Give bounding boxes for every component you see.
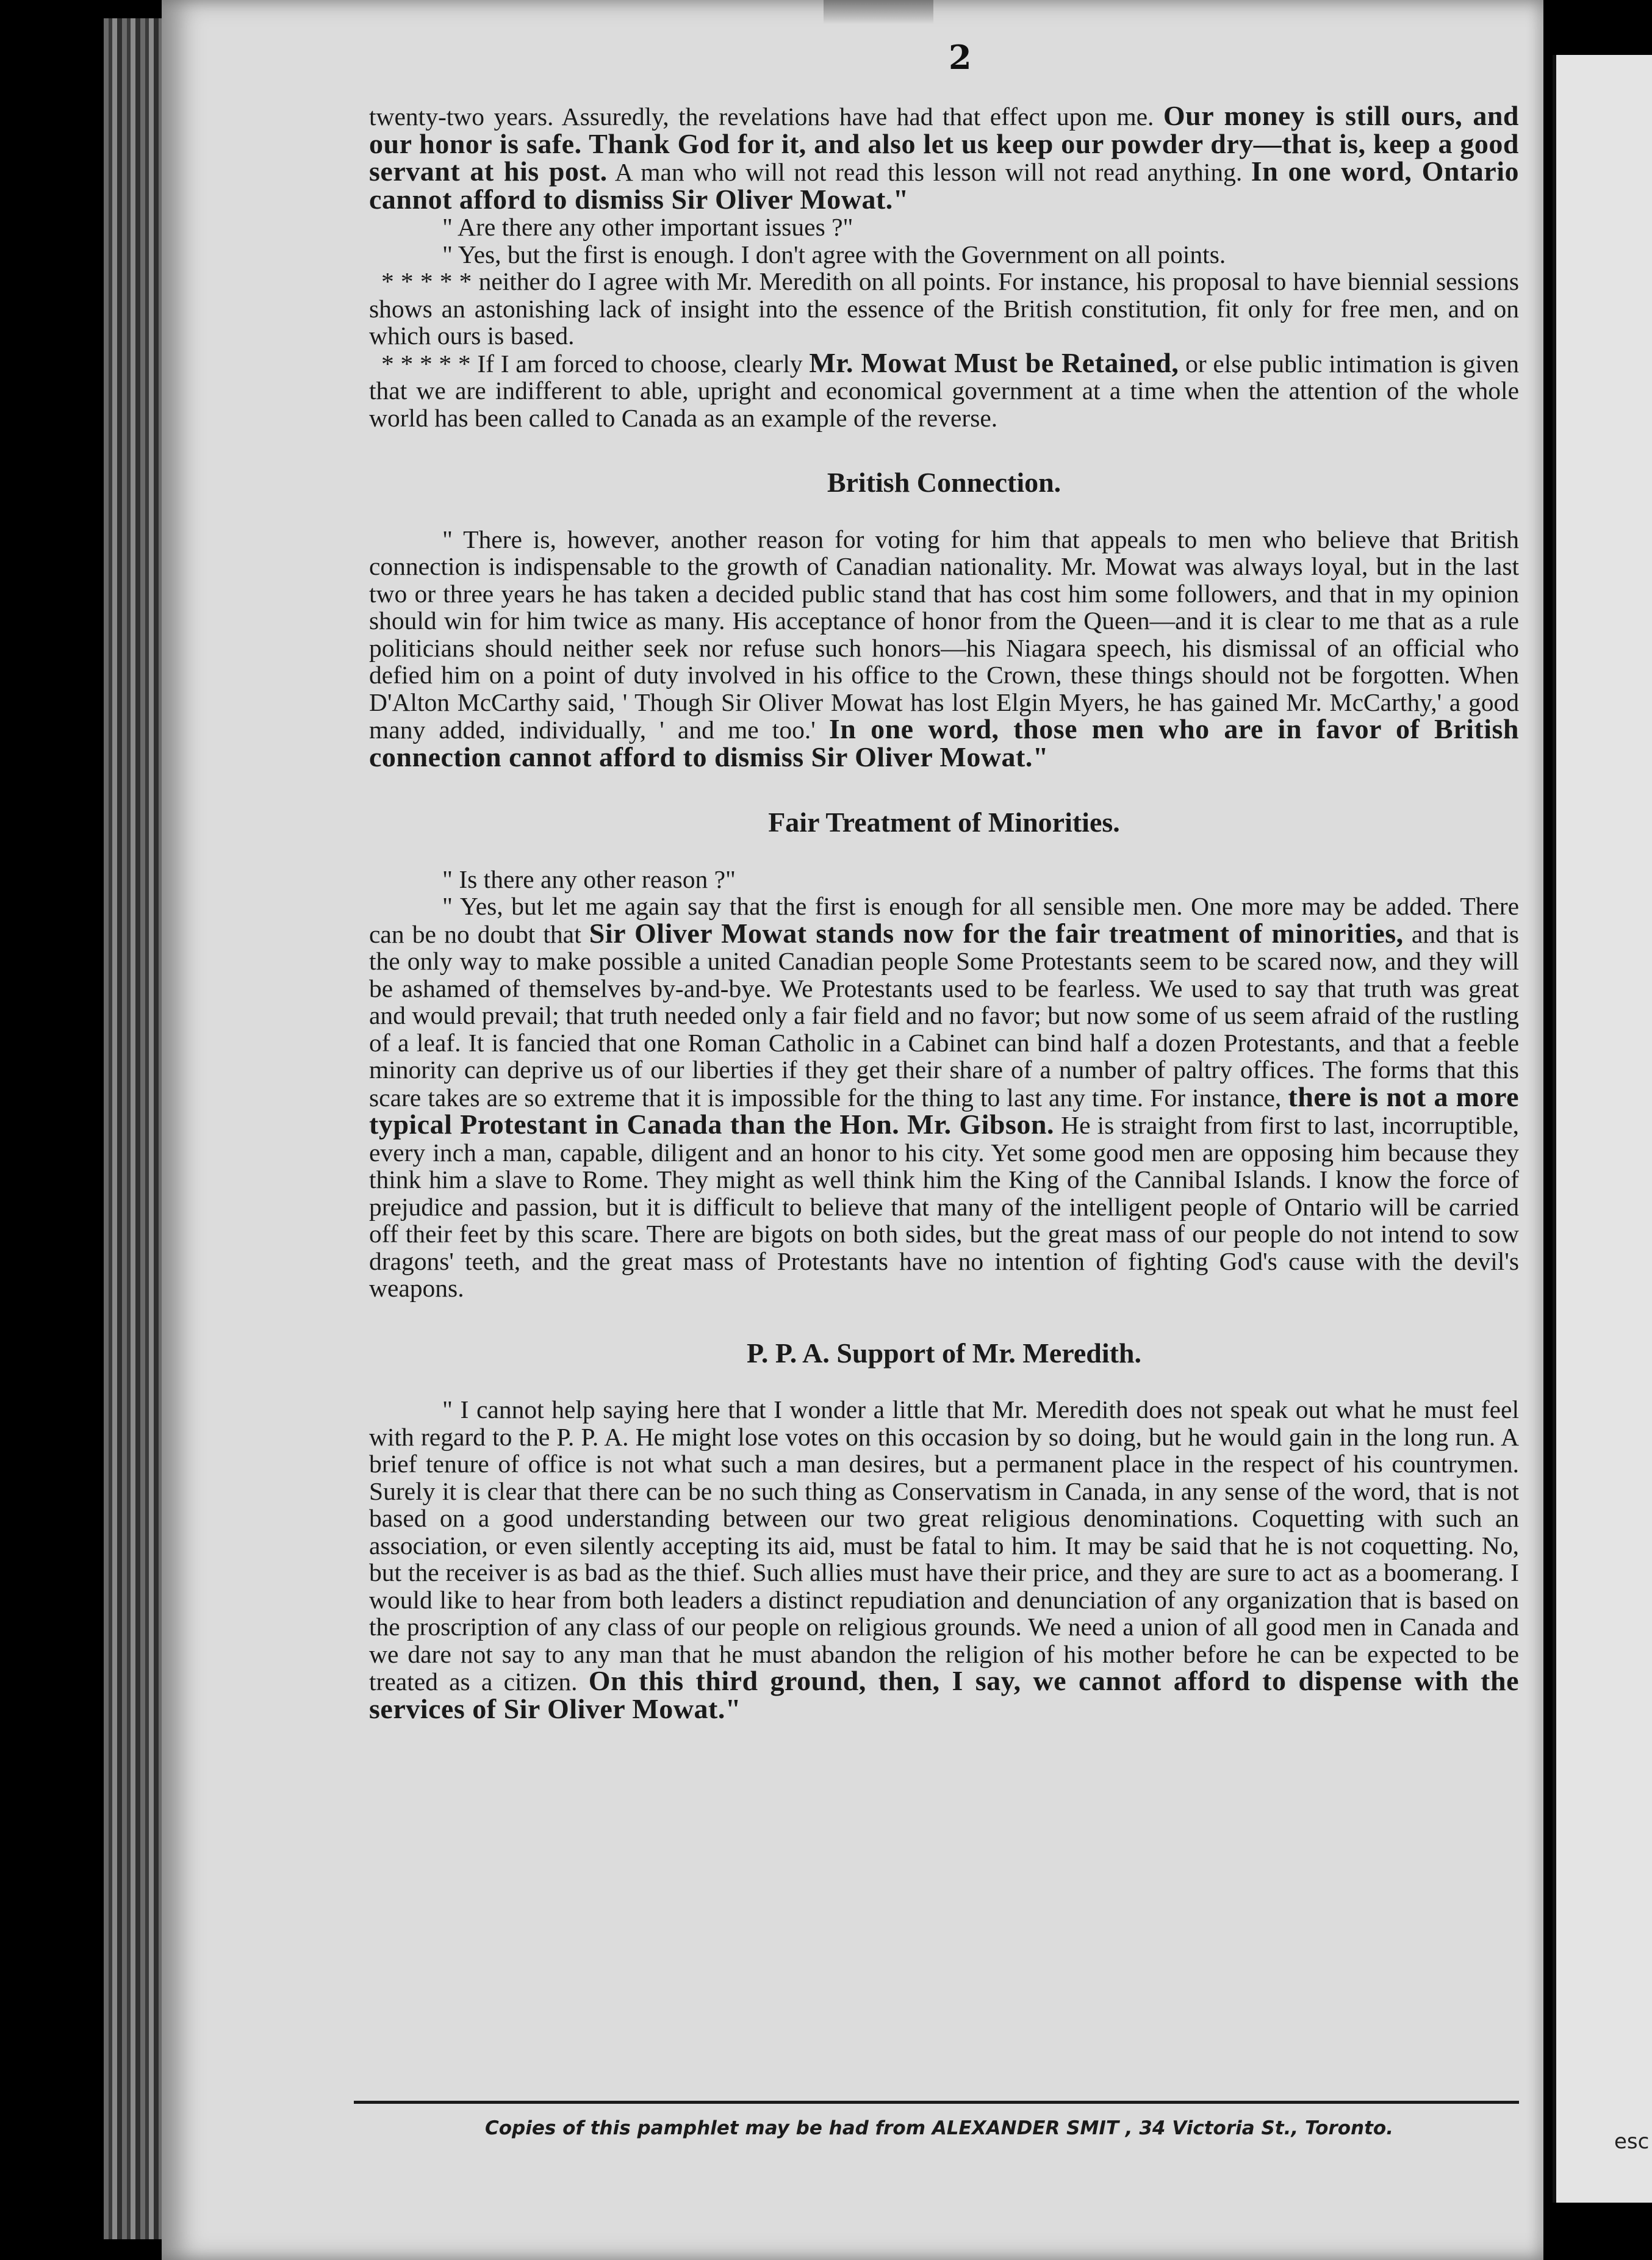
section-heading-british-connection: British Connection.: [827, 467, 1061, 498]
intro-paragraph-5: * * * * * If I am forced to choose, clearly Mr. Mowat Must be Retained, or else public intimation is given that we are indifferent to able, upright and economical government at a time when the attention of the whole world has been called to Canada as an example of the reverse.: [369, 347, 1519, 432]
page-body: [369, 100, 1519, 1724]
next-page-edge-text: esc: [1614, 2129, 1650, 2154]
emphasis-text: there is not a more typical Protestant in Canada than the Hon. Mr. Gibson.: [369, 1081, 1519, 1140]
section1-paragraph: " There is, however, another reason for voting for him that appeals to men who believe that British connection is indispensable to the growth of Canadian nationality. Mr. Mowat was always loyal, but in the last two or three years he has taken a decided public stand that has cost him some followers, and that in my opinion should win for him twice as many. His acceptance of honor from the Queen—and it is clear to me that as a rule politicians should neither seek nor refuse such honors—his Niagara speech, his dismissal of an official who defied him on a point of duty involved in his office to the Crown, these things should not be forgotten. When D'Alton McCarthy said, ' Though Sir Oliver Mowat has lost Elgin Myers, he has gained Mr. McCarthy,' a good many added, individually, ' and me too.' In one word, those men who are in favor of British connection cannot afford to dismiss Sir Oliver Mowat.": [369, 525, 1519, 772]
section3-paragraph: " I cannot help saying here that I wonder a little that Mr. Meredith does not speak out what he must feel with regard to the P. P. A. He might lose votes on this occasion by so doing, but he would gain in the long run. A brief tenure of office is not what such a man desires, but a permanent place in the respect of his countrymen. Surely it is clear that there can be no such thing as Conservatism in Canada, in any sense of the word, that is not based on a good understanding between our two great religious denominations. Coquetting with such an association, or even silently accepting its aid, must be fatal to him. It may be said that he is not coquetting. No, but the receiver is as bad as the thief. Such allies must have their price, and they are sure to act as a boomerang. I would like to hear from both leaders a distinct repudiation and denunciation of any organization that is based on the proscription of any class of our people on religious grounds. We need a union of all good men in Canada and we dare not say to any man that he must abandon the religion of his mother before he can be expected to be treated as a citizen. On this third ground, then, I say, we cannot afford to dispense with the services of Sir Oliver Mowat.": [369, 1395, 1519, 1724]
emphasis-text: Our money is still ours, and our honor is safe. Thank God for it, and also let us keep our powder dry—that is, keep a good servant at his post.: [369, 100, 1519, 187]
section-heading-minorities: Fair Treatment of Minorities.: [768, 807, 1120, 838]
footer-note: Copies of this pamphlet may be had from ALEXANDER SMIT , 34 Victoria St., Toronto.: [485, 2117, 1393, 2139]
emphasis-text: In one word, those men who are in favor of British connection cannot afford to dismiss Sir Oliver Mowat.": [369, 713, 1519, 772]
emphasis-text: Mr. Mowat Must be Retained,: [809, 347, 1179, 378]
page-tear: [824, 0, 933, 24]
next-page-edge: [1553, 55, 1652, 2203]
page-number: 2: [949, 38, 972, 77]
section-heading-ppa: P. P. A. Support of Mr. Meredith.: [746, 1337, 1142, 1369]
emphasis-text: Sir Oliver Mowat stands now for the fair treatment of minorities,: [589, 917, 1404, 949]
intro-paragraph-4: * * * * * neither do I agree with Mr. Meredith on all points. For instance, his proposal to have biennial sessions shows an astonishing lack of insight into the essence of the British constitution, fit only for free men, and on which ours is based.: [369, 267, 1519, 350]
section2-paragraph-2: " Yes, but let me again say that the first is enough for all sensible men. One more may be added. There can be no doubt that Sir Oliver Mowat stands now for the fair treatment of minorities, and that is the only way to make possible a united Canadian people Some Protestants seem to be scared now, and they will be ashamed of themselves by-and-bye. We Protestants used to be fearless. We used to say that truth was great and would prevail; that truth needed only a fair field and no favor; but now some of us seem afraid of the rustling of a leaf. It is fancied that one Roman Catholic in a Cabinet can bind half a dozen Protestants, and that a feeble minority can deprive us of our liberties if they get their share of a number of paltry offices. The forms that this scare takes are so extreme that it is impossible for the thing to last any time. For instance, there is not a more typical Protestant in Canada than the Hon. Mr. Gibson. He is straight from first to last, incorruptible, every inch a man, capable, diligent and an honor to his city. Yet some good men are opposing him because they think him a slave to Rome. They might as well think him the King of the Cannibal Islands. I know the force of prejudice and passion, but it is difficult to believe that many of the intelligent people of Ontario will be carried off their feet by this scare. There are bigots on both sides, but the great mass of our people do not intend to sow dragons' teeth, and the great mass of Protestants have no intention of fighting God's cause with the devil's weapons.: [369, 892, 1519, 1302]
intro-paragraph-2: " Are there any other important issues ?": [442, 213, 853, 241]
footer-divider: [354, 2101, 1519, 2104]
emphasis-text: On this third ground, then, I say, we cannot afford to dispense with the services of Sir Oliver Mowat.": [369, 1665, 1519, 1724]
emphasis-text: In one word, Ontario cannot afford to dismiss Sir Oliver Mowat.": [369, 156, 1519, 215]
intro-paragraph-3: " Yes, but the first is enough. I don't agree with the Government on all points.: [442, 240, 1226, 268]
section2-paragraph-1: " Is there any other reason ?": [442, 865, 736, 893]
intro-paragraph-1: twenty-two years. Assuredly, the revelations have had that effect upon me. Our money is still ours, and our honor is safe. Thank God for it, and also let us keep our powder dry—that is, keep a good servant at his post. A man who will not read this lesson will not read anything. In one word, Ontario cannot afford to dismiss Sir Oliver Mowat.": [369, 100, 1519, 215]
